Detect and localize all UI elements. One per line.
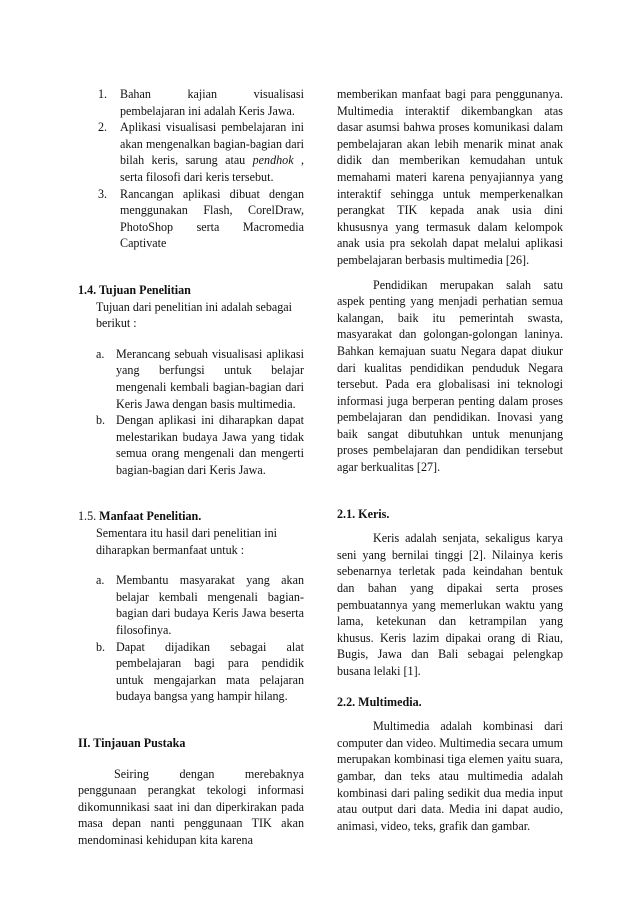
list-item <box>78 412 304 478</box>
body-paragraph: memberikan manfaat bagi para penggunanya. Multimedia interaktif dikembangkan atas dasar asumsi bahwa proses komunikasi dalam pembelajaran akan lebih menarik minat anak didik dan memberikan kemudahan untuk memahami materi karena penyajiannya yang interaktif sehingga untuk memperkenalkan perangkat TIK kepada anak usia dini khususnya yang termasuk dalam kelompok anak usia pra sekolah dapat melalui aplikasi pembelajaran berbasis multimedia [26]. <box>337 87 563 267</box>
right-column <box>337 86 563 834</box>
list-number: 1. <box>98 87 108 101</box>
intro-list <box>78 86 304 252</box>
list-item <box>78 186 304 252</box>
body-paragraph: Seiring dengan merebaknya penggunaan perangkat tekologi informasi dikomunnikasi saat ini dan diperkirakan pada masa depan nanti penggunaan TIK akan mendominasi kehidupan kita karena <box>78 766 304 847</box>
list-letter: a. <box>96 346 105 361</box>
list-text: Merancang sebuah visualisasi aplikasi yang berfungsi untuk belajar mengenali kembali bagian-bagian dari Keris Jawa dengan basis multimedia. <box>116 346 304 411</box>
list-text: Dengan aplikasi ini diharapkan dapat melestarikan budaya Jawa yang tidak semua orang mengenali dan mengerti bagian-bagian dari Keris Jawa. <box>116 413 304 477</box>
list-item <box>78 119 304 185</box>
body-paragraph: Pendidikan merupakan salah satu aspek penting yang menjadi perhatian semua kalangan, baik itu pemerintah swasta, masyarakat dan golongan-golongan laninya. Bahkan kemajuan suatu Negara dapat diukur dari kualitas pendidikan penduduk Negara tersebut. Pada era globalisasi ini teknologi informasi juga berperan penting dalam proses pembelajaran dan pendidikan. Inovasi yang baik sangat dibutuhkan untuk menunjang proses pembelajaran dan pendidikan tersebut agar berkualitas [27]. <box>337 277 563 475</box>
list-letter: b. <box>96 413 106 428</box>
section-heading-1-5 <box>78 508 304 525</box>
list-letter: b. <box>96 639 106 654</box>
objectives-list <box>78 346 304 479</box>
heading-text: Manfaat Penelitian. <box>99 509 202 524</box>
list-number: 2. <box>98 120 108 135</box>
left-column <box>78 86 304 849</box>
list-text: Aplikasi visualisasi pembelajaran ini akan mengenalkan bagian-bagian dari bilah keris, sarung atau <box>120 120 304 168</box>
list-text: Membantu masyarakat yang akan belajar kembali mengenali bagian-bagian dari budaya Keris Jawa beserta filosofinya. <box>116 573 304 638</box>
list-item <box>78 86 304 119</box>
heading-number: 1.5. <box>78 509 97 524</box>
body-paragraph: Keris adalah senjata, sekaligus karya seni yang bernilai tinggi [2]. Nilainya keris sebenarnya terletak pada keindahan bentuk dan bahan yang dipakai serta proses pembuatannya yang memerlukan waktu yang lama, ketekunan dan ketrampilan yang khusus. Keris lazim dipakai orang di Riau, Bugis, Jawa dan Bali sebagai pelengkap busana lelaki [1]. <box>337 531 563 678</box>
list-text: , serta filosofi dari keris tersebut. <box>120 153 304 184</box>
section-heading-2-1: 2.1. Keris. <box>337 506 390 521</box>
section-heading-2-2: 2.2. Multimedia. <box>337 694 422 709</box>
list-item <box>78 572 304 638</box>
italic-term: pendhok <box>252 153 294 168</box>
body-paragraph: Multimedia adalah kombinasi dari computer dan video. Multimedia secara umum merupakan kombinasi tiga elemen yaitu suara, gambar, dan teks atau multimedia adalah kombinasi dari paling sedikit dua media input atau output dari data. Media ini dapat audio, animasi, video, teks, grafik dan gambar. <box>337 719 563 833</box>
list-letter: a. <box>96 573 105 588</box>
section-intro: Sementara itu hasil dari penelitian ini diharapkan bermanfaat untuk : <box>96 526 278 557</box>
list-text: Rancangan aplikasi dibuat dengan menggunakan Flash, CorelDraw, PhotoShop serta Macromedia Captivate <box>120 186 304 251</box>
list-text: Bahan kajian visualisasi pembelajaran ini adalah Keris Jawa. <box>120 87 304 118</box>
list-item <box>78 639 304 705</box>
list-item <box>78 346 304 412</box>
section-intro: Tujuan dari penelitian ini adalah sebagai berikut : <box>96 299 293 331</box>
list-number: 3. <box>98 186 108 201</box>
section-heading-2: II. Tinjauan Pustaka <box>78 736 186 750</box>
section-heading-1-4: 1.4. Tujuan Penelitian <box>78 282 191 297</box>
list-text: Dapat dijadikan sebagai alat pembelajaran bagi para pendidik untuk mengajarkan mata pelajaran budaya bangsa yang hampir hilang. <box>116 639 304 704</box>
benefits-list <box>78 572 304 705</box>
